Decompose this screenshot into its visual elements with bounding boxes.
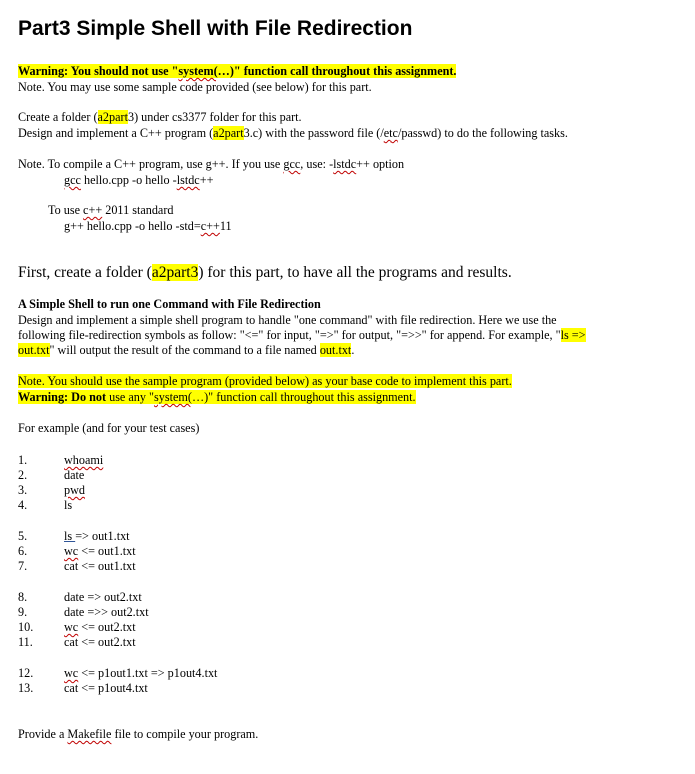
note-base-code bbox=[18, 374, 512, 390]
warning-top-prefix: Warning: You should not use " bbox=[18, 64, 179, 78]
section-body-text-2a: following file-redirection symbols as follow: "<=" for input, "=>" for output, "=>>" for append. For example, " bbox=[18, 328, 561, 342]
warning-bottom-bold: Warning: Do not bbox=[18, 390, 107, 404]
compile-command bbox=[64, 173, 213, 189]
section-body-text-3c: . bbox=[351, 343, 355, 357]
page-title: Part3 Simple Shell with File Redirection bbox=[18, 17, 413, 40]
command-number: 5. bbox=[18, 529, 28, 543]
section-body-line-3 bbox=[18, 343, 354, 359]
command-number: 9. bbox=[18, 605, 28, 619]
compile-note bbox=[18, 157, 404, 173]
command-text-flagged: wc bbox=[64, 666, 79, 680]
section-body-highlight-outtxt-2: out.txt bbox=[319, 343, 352, 357]
command-text bbox=[64, 635, 136, 651]
create-folder-text-2: 3) under cs3377 folder for this part. bbox=[127, 110, 302, 124]
command-text-underlined: ls bbox=[64, 529, 76, 543]
warning-top bbox=[18, 64, 456, 80]
create-folder-text-1: Create a folder ( bbox=[18, 110, 98, 124]
command-text bbox=[64, 666, 217, 682]
example-intro: For example (and for your test cases) bbox=[18, 421, 200, 435]
cpp11-command bbox=[64, 219, 232, 235]
warning-top-suffix: …)" function call throughout this assignment. bbox=[217, 64, 457, 78]
compile-note-text-3: ++ option bbox=[356, 157, 405, 171]
design-line bbox=[18, 126, 568, 142]
command-text-plain: date => out2.txt bbox=[64, 590, 142, 604]
section-body-highlight-outtxt-1: out.txt bbox=[18, 343, 50, 357]
command-text-plain: cat <= out2.txt bbox=[64, 635, 136, 649]
makefile-text-1: Provide a bbox=[18, 727, 68, 741]
command-number: 2. bbox=[18, 468, 28, 482]
warning-top-term: system( bbox=[178, 64, 218, 78]
create-folder-line bbox=[18, 110, 302, 126]
command-text-args: <= p1out1.txt => p1out4.txt bbox=[78, 666, 218, 680]
create-folder-name: a2part bbox=[97, 110, 128, 124]
command-number: 6. bbox=[18, 544, 28, 558]
cpp11-cmd-text-2: 11 bbox=[219, 219, 232, 233]
command-text bbox=[64, 605, 149, 621]
command-number: 7. bbox=[18, 559, 28, 573]
command-text bbox=[64, 468, 84, 484]
warning-bottom bbox=[18, 390, 416, 406]
first-create-folder: a2part3 bbox=[151, 264, 199, 281]
design-file-name: a2part bbox=[213, 126, 244, 140]
design-etc: etc bbox=[383, 126, 398, 140]
cpp11-note bbox=[48, 203, 174, 219]
compile-cmd-text-1: hello.cpp -o hello - bbox=[80, 173, 177, 187]
section-body-text-3b: " will output the result of the command to a file named bbox=[49, 343, 320, 357]
section-heading: A Simple Shell to run one Command with File Redirection bbox=[18, 297, 321, 311]
command-text bbox=[64, 681, 148, 697]
warning-bottom-text-2: …)" function call throughout this assignment. bbox=[191, 390, 416, 404]
command-number: 1. bbox=[18, 453, 28, 467]
makefile-line bbox=[18, 727, 258, 743]
compile-note-lstdc: lstdc bbox=[333, 157, 357, 171]
makefile-word: Makefile bbox=[67, 727, 112, 741]
command-text-flagged: wc bbox=[64, 544, 79, 558]
compile-note-text-2: , use: - bbox=[300, 157, 334, 171]
command-text-args: <= out1.txt bbox=[78, 544, 136, 558]
command-text-plain: date =>> out2.txt bbox=[64, 605, 149, 619]
command-text-flagged: whoami bbox=[64, 453, 104, 467]
command-text bbox=[64, 529, 130, 545]
command-number: 8. bbox=[18, 590, 28, 604]
command-text bbox=[64, 453, 103, 469]
command-text-plain: cat <= out1.txt bbox=[64, 559, 136, 573]
command-number: 4. bbox=[18, 498, 28, 512]
makefile-text-2: file to compile your program. bbox=[111, 727, 259, 741]
design-text-1: Design and implement a C++ program ( bbox=[18, 126, 214, 140]
cpp11-note-cpp: c++ bbox=[83, 203, 103, 217]
cpp11-note-text-2: 2011 standard bbox=[102, 203, 174, 217]
first-create-line bbox=[18, 263, 512, 283]
cpp11-note-text-1: To use bbox=[48, 203, 84, 217]
command-number: 10. bbox=[18, 620, 34, 634]
command-text-flagged: pwd bbox=[64, 483, 85, 497]
compile-note-gcc: gcc bbox=[283, 157, 301, 171]
note-base-text: Note. You should use the sample program (provided below) as your base code to implement this part. bbox=[18, 374, 512, 388]
warning-bottom-term: system( bbox=[154, 390, 192, 404]
warning-bottom-text-1: use any " bbox=[106, 390, 155, 404]
compile-cmd-text-2: ++ bbox=[199, 173, 214, 187]
command-text-plain: ls bbox=[64, 498, 73, 512]
cpp11-cmd-text-1: g++ hello.cpp -o hello -std= bbox=[64, 219, 201, 233]
command-number: 12. bbox=[18, 666, 34, 680]
first-create-text-1: First, create a folder ( bbox=[18, 264, 152, 281]
command-text-plain: cat <= p1out4.txt bbox=[64, 681, 148, 695]
command-text-args: <= out2.txt bbox=[78, 620, 136, 634]
command-text bbox=[64, 483, 85, 499]
compile-note-text-1: Note. To compile a C++ program, use g++. If you use bbox=[18, 157, 284, 171]
command-text-flagged: wc bbox=[64, 620, 79, 634]
command-text bbox=[64, 620, 136, 636]
command-text bbox=[64, 590, 142, 606]
command-number: 11. bbox=[18, 635, 33, 649]
section-body-line-2 bbox=[18, 328, 586, 344]
design-text-3: /passwd) to do the following tasks. bbox=[397, 126, 568, 140]
compile-cmd-lstdc: lstdc bbox=[176, 173, 200, 187]
command-text bbox=[64, 498, 72, 514]
first-create-text-2: ) for this part, to have all the programs and results. bbox=[198, 264, 512, 281]
command-text bbox=[64, 544, 136, 560]
design-text-2: 3.c) with the password file (/ bbox=[243, 126, 384, 140]
cpp11-cmd-cpp: c++ bbox=[200, 219, 220, 233]
command-text-args: => out1.txt bbox=[75, 529, 130, 543]
command-text bbox=[64, 559, 136, 575]
section-body-line-1: Design and implement a simple shell program to handle "one command" with file redirection. Here we use the bbox=[18, 313, 557, 327]
command-number: 3. bbox=[18, 483, 28, 497]
note-sample: Note. You may use some sample code provided (see below) for this part. bbox=[18, 80, 372, 94]
command-number: 13. bbox=[18, 681, 34, 695]
command-text-plain: date bbox=[64, 468, 85, 482]
section-body-highlight-ls: ls => bbox=[560, 328, 586, 342]
compile-cmd-gcc: gcc bbox=[64, 173, 81, 187]
